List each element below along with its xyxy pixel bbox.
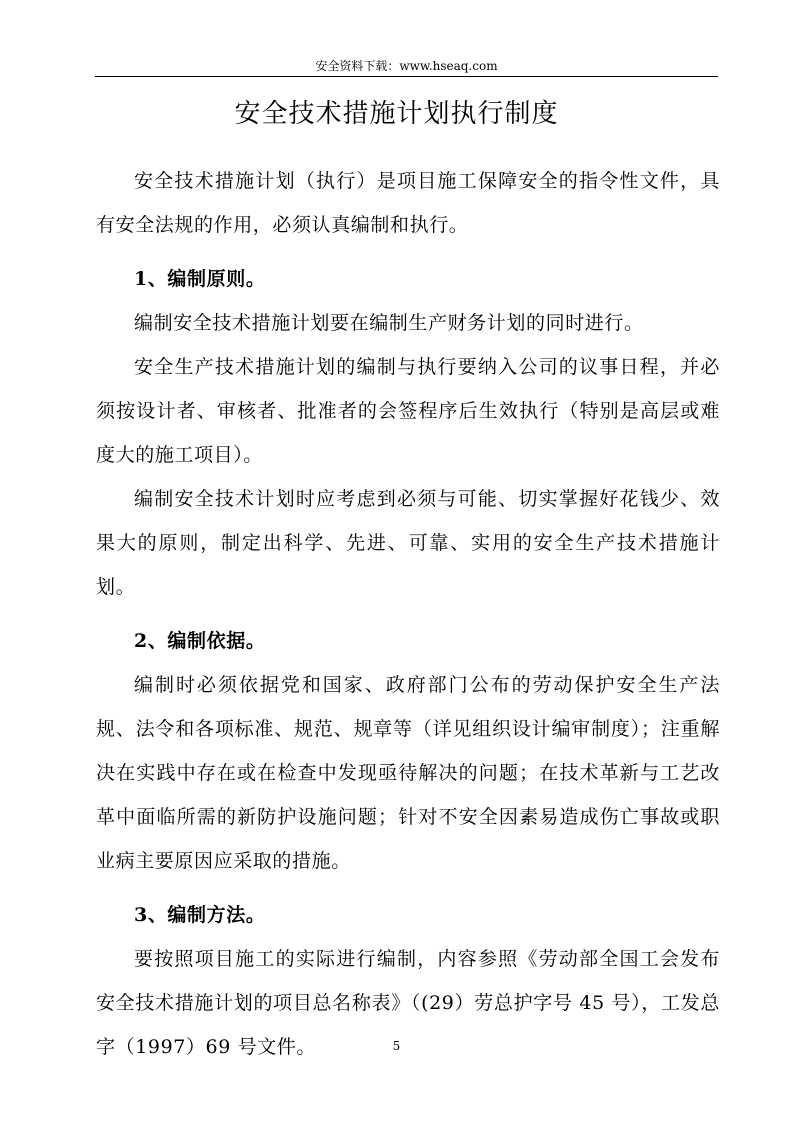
- document-title: 安全技术措施计划执行制度: [234, 99, 559, 129]
- page-number: 5: [392, 1039, 401, 1053]
- body-paragraph: 要按照项目施工的实际进行编制，内容参照《劳动部全国工会发布安全技术措施计划的项目总名称表》（(29）劳总护字号 45 号），工发总字（1997）69 号文件。: [96, 948, 720, 1058]
- section-heading-principles: 1、编制原则。: [134, 268, 266, 290]
- body-paragraph: 编制安全技术措施计划要在编制生产财务计划的同时进行。: [134, 312, 644, 334]
- section-heading-method: 3、编制方法。: [134, 904, 266, 926]
- intro-paragraph: 安全技术措施计划（执行）是项目施工保障安全的指令性文件，具有安全法规的作用，必须认真编制和执行。: [96, 170, 720, 236]
- body-paragraph: 编制安全技术计划时应考虑到必须与可能、切实掌握好花钱少、效果大的原则，制定出科学、先进、可靠、实用的安全生产技术措施计划。: [96, 488, 720, 598]
- section-heading-basis: 2、编制依据。: [134, 630, 266, 652]
- body-paragraph: 编制时必须依据党和国家、政府部门公布的劳动保护安全生产法规、法令和各项标准、规范、规章等（详见组织设计编审制度）；注重解决在实践中存在或在检查中发现亟待解决的问题；在技术革新与工艺改革中面临所需的新防护设施问题；针对不安全因素易造成伤亡事故或职业病主要原因应采取的措施。: [96, 674, 720, 872]
- document-body: [96, 159, 720, 1069]
- body-paragraph: 安全生产技术措施计划的编制与执行要纳入公司的议事日程，并必须按设计者、审核者、批准者的会签程序后生效执行（特别是高层或难度大的施工项目）。: [96, 356, 720, 466]
- page-header: 安全资料下载：www.hseaq.com: [95, 56, 718, 77]
